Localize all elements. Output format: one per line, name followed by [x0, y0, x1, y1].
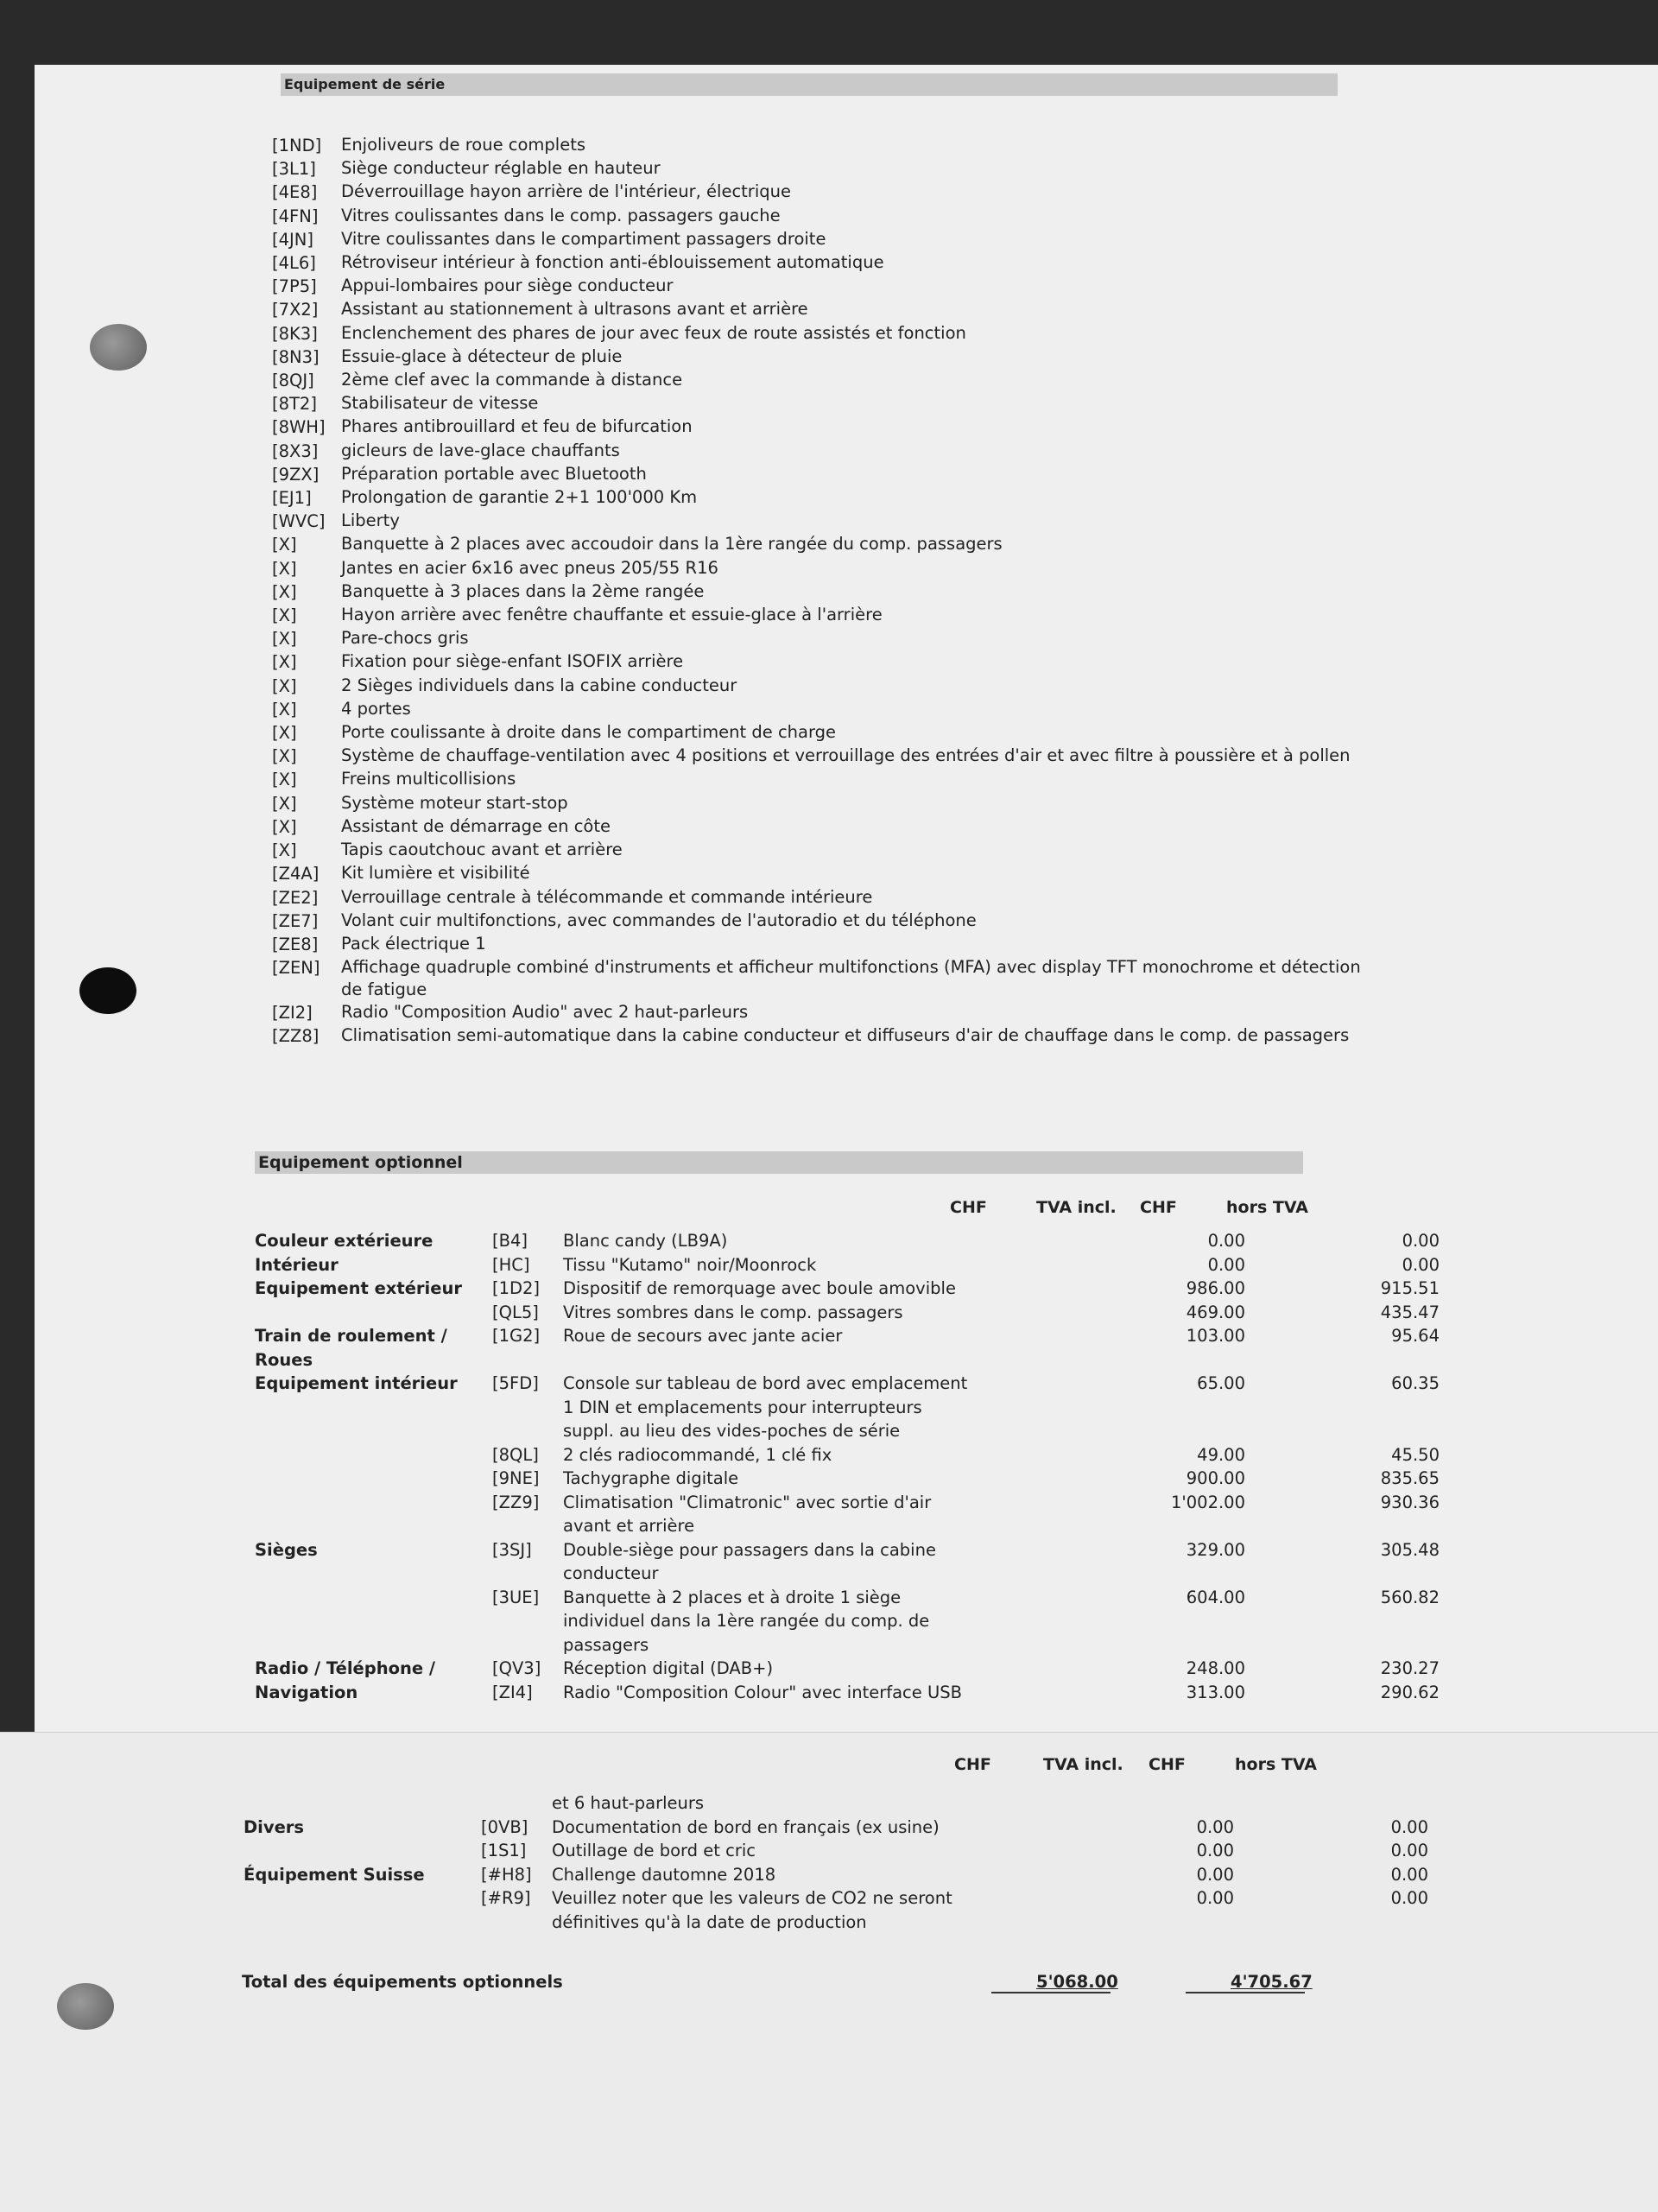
option-code: [X]: [272, 770, 297, 790]
option-description: Banquette à 2 places et à droite 1 siège individuel dans la 1ère rangée du comp. de passagers: [563, 1587, 930, 1655]
list-item: [272, 440, 1654, 463]
list-item: [272, 275, 1654, 298]
option-code: [9ZX]: [272, 464, 320, 485]
price-hors-tva: 290.62: [1380, 1682, 1440, 1702]
total-hors-tva: 4'705.67: [1231, 1972, 1313, 1992]
option-code: [8QJ]: [272, 371, 314, 391]
category-label: Equipement extérieur: [255, 1278, 462, 1298]
list-item: [272, 580, 1654, 604]
option-code: [481, 1791, 552, 1816]
option-code: [ZE8]: [272, 934, 319, 954]
option-code: [X]: [272, 840, 297, 861]
list-item: [272, 369, 1654, 392]
category-label: Équipement Suisse: [244, 1864, 425, 1885]
option-description: 4 portes: [341, 698, 411, 719]
category-label: Equipement intérieur: [255, 1373, 458, 1393]
list-item: [272, 768, 1654, 791]
option-description: Assistant au stationnement à ultrasons avant et arrière: [341, 299, 808, 320]
option-description: Assistant de démarrage en côte: [341, 815, 611, 836]
option-description: Blanc candy (LB9A): [563, 1231, 728, 1251]
option-description: Préparation portable avec Bluetooth: [341, 463, 647, 484]
price-tva-incl: 0.00: [1196, 1888, 1234, 1908]
option-code: [ZE2]: [272, 887, 319, 908]
option-code: [B4]: [492, 1231, 528, 1251]
table-row: [255, 1229, 1440, 1253]
price-tva-incl: 0.00: [1196, 1816, 1234, 1837]
list-item: [272, 745, 1654, 768]
category-label: Train de roulement / Roues: [255, 1326, 447, 1370]
option-description: Tachygraphe digitale: [563, 1468, 739, 1488]
option-code: [8X3]: [272, 440, 319, 461]
punch-hole: [79, 967, 136, 1014]
option-code: [QV3]: [492, 1658, 541, 1678]
standard-equipment-title: Equipement de série: [281, 73, 1338, 96]
option-code: [WVC]: [272, 511, 326, 532]
list-item: [272, 251, 1654, 275]
option-description: Climatisation semi-automatique dans la cabine conducteur et diffuseurs d'air de chauffage dans le comp. de passagers: [341, 1025, 1350, 1046]
option-description: Hayon arrière avec fenêtre chauffante et essuie-glace à l'arrière: [341, 605, 883, 625]
category-label: Couleur extérieure: [255, 1231, 433, 1251]
list-item: [272, 345, 1654, 369]
option-code: [8QL]: [492, 1444, 539, 1465]
price-tva-incl: 1'002.00: [1171, 1492, 1245, 1512]
price-tva-incl: 0.00: [1207, 1254, 1245, 1275]
price-hors-tva: 0.00: [1390, 1841, 1428, 1860]
list-item: [272, 157, 1654, 181]
list-item: [272, 415, 1654, 439]
option-description: Volant cuir multifonctions, avec commandes de l'autoradio et du téléphone: [341, 910, 977, 930]
category-label: [255, 1467, 492, 1491]
option-code: [X]: [272, 675, 297, 696]
table-row: [244, 1839, 1428, 1863]
category-label: Divers: [244, 1816, 305, 1837]
option-code: [EJ1]: [272, 488, 312, 509]
list-item: [272, 933, 1654, 956]
option-description: Jantes en acier 6x16 avec pneus 205/55 R16: [341, 557, 718, 578]
option-description: 2 clés radiocommandé, 1 clé fix: [563, 1444, 832, 1465]
option-code: [ZZ9]: [492, 1492, 540, 1512]
option-code: [ZEN]: [272, 958, 320, 979]
table-row: [255, 1491, 1440, 1538]
option-description: Challenge dautomne 2018: [552, 1864, 776, 1885]
option-code: [ZI4]: [492, 1682, 533, 1702]
list-item: [272, 392, 1654, 415]
option-code: [X]: [272, 793, 297, 814]
table-row: [255, 1657, 1440, 1681]
option-description: Porte coulissante à droite dans le compartiment de charge: [341, 722, 837, 743]
table-row: [255, 1324, 1440, 1372]
option-description: Banquette à 3 places dans la 2ème rangée: [341, 580, 705, 601]
table-row: [255, 1538, 1440, 1586]
option-description: Kit lumière et visibilité: [341, 863, 530, 884]
table-row: [255, 1253, 1440, 1277]
option-description: Système moteur start-stop: [341, 792, 568, 813]
option-code: [#R9]: [481, 1888, 531, 1908]
option-code: [8T2]: [272, 394, 317, 415]
option-code: [5FD]: [492, 1373, 539, 1393]
price-hors-tva: 0.00: [1390, 1864, 1428, 1885]
price-hors-tva: 930.36: [1380, 1492, 1440, 1512]
price-hors-tva: 60.35: [1391, 1373, 1440, 1393]
option-description: Vitres coulissantes dans le comp. passagers gauche: [341, 205, 781, 225]
price-tva-incl: 0.00: [1196, 1864, 1234, 1885]
category-label: Sièges: [255, 1539, 318, 1560]
option-description: Déverrouillage hayon arrière de l'intérieur, électrique: [341, 181, 791, 202]
document-page-1: [35, 65, 1658, 1732]
option-code: [X]: [272, 581, 297, 602]
header-tva-incl: TVA incl.: [1043, 1755, 1123, 1774]
option-description: Console sur tableau de bord avec emplacement 1 DIN et emplacements pour interrupteurs suppl. au lieu des vides-poches de série: [563, 1373, 968, 1441]
option-description: Outillage de bord et cric: [552, 1841, 756, 1860]
option-code: [4JN]: [272, 229, 313, 250]
option-description: Verrouillage centrale à télécommande et commande intérieure: [341, 886, 873, 907]
option-code: [X]: [272, 652, 297, 673]
list-item: [272, 298, 1654, 321]
option-description: Double-siège pour passagers dans la cabine conducteur: [563, 1539, 936, 1583]
list-item: [272, 181, 1654, 204]
option-code: [X]: [272, 816, 297, 837]
category-label: Radio / Téléphone /: [255, 1658, 436, 1678]
price-tva-incl: 248.00: [1186, 1658, 1245, 1678]
table-row: [244, 1886, 1428, 1934]
option-description: Vitre coulissantes dans le compartiment passagers droite: [341, 228, 826, 249]
price-hors-tva: 0.00: [1402, 1231, 1440, 1251]
price-tva-incl: 986.00: [1186, 1278, 1245, 1298]
option-code: [ZI2]: [272, 1003, 313, 1024]
price-tva-incl: 313.00: [1186, 1682, 1245, 1702]
list-item: [272, 1024, 1654, 1048]
punch-hole: [90, 324, 147, 371]
option-code: [3SJ]: [492, 1539, 532, 1560]
option-code: [X]: [272, 723, 297, 744]
price-hors-tva: 45.50: [1391, 1444, 1440, 1465]
optional-equipment-table-continued: [244, 1791, 1428, 1934]
list-item: [272, 886, 1654, 910]
option-code: [3UE]: [492, 1587, 540, 1607]
option-code: [#H8]: [481, 1864, 532, 1885]
option-description: Affichage quadruple combiné d'instruments et afficheur multifonctions (MFA) avec display TFT monochrome et détection de fatigue: [341, 957, 1361, 1000]
option-code: [X]: [272, 605, 297, 626]
category-label: [255, 1301, 492, 1325]
option-description: Documentation de bord en français (ex usine): [552, 1816, 940, 1837]
option-code: [7X2]: [272, 300, 319, 320]
option-code: [0VB]: [481, 1816, 528, 1837]
price-tva-incl: 329.00: [1186, 1539, 1245, 1560]
option-description: et 6 haut-parleurs: [552, 1793, 705, 1813]
price-tva-incl: 0.00: [1196, 1841, 1234, 1860]
price-hors-tva: [1234, 1791, 1428, 1816]
standard-equipment-list: [272, 134, 1654, 1049]
list-item: [272, 839, 1654, 862]
option-code: [8WH]: [272, 417, 326, 438]
table-row: [255, 1467, 1440, 1491]
category-label: [244, 1886, 481, 1934]
header-chf-hors: CHF: [1140, 1198, 1177, 1217]
option-code: [7P5]: [272, 276, 317, 297]
list-item: [272, 604, 1654, 627]
option-code: [X]: [272, 746, 297, 767]
option-code: [X]: [272, 558, 297, 579]
option-code: [QL5]: [492, 1302, 539, 1322]
total-underline: [1186, 1992, 1305, 1993]
price-tva-incl: 900.00: [1186, 1468, 1245, 1488]
option-code: [8N3]: [272, 346, 320, 367]
option-description: Siège conducteur réglable en hauteur: [341, 158, 661, 179]
list-item: [272, 721, 1654, 745]
option-description: 2 Sièges individuels dans la cabine conducteur: [341, 675, 737, 695]
price-hors-tva: 95.64: [1391, 1326, 1440, 1346]
option-description: Fixation pour siège-enfant ISOFIX arrière: [341, 651, 684, 672]
option-description: Pare-chocs gris: [341, 628, 469, 649]
option-code: [1S1]: [481, 1841, 527, 1860]
option-description: Banquette à 2 places avec accoudoir dans la 1ère rangée du comp. passagers: [341, 534, 1003, 555]
option-description: Réception digital (DAB+): [563, 1658, 774, 1678]
list-item: [272, 228, 1654, 251]
list-item: [272, 322, 1654, 345]
option-code: [HC]: [492, 1254, 530, 1275]
table-row: [255, 1372, 1440, 1443]
option-description: Liberty: [341, 510, 400, 531]
list-item: [272, 510, 1654, 533]
optional-equipment-title: Equipement optionnel: [255, 1151, 1303, 1174]
option-description: Climatisation "Climatronic" avec sortie d'air avant et arrière: [563, 1492, 932, 1536]
header-hors-tva: hors TVA: [1226, 1198, 1308, 1217]
price-hors-tva: 0.00: [1402, 1254, 1440, 1275]
category-label: [255, 1491, 492, 1538]
price-tva-incl: 604.00: [1186, 1587, 1245, 1607]
table-row: [255, 1443, 1440, 1467]
option-code: [4FN]: [272, 206, 319, 226]
option-code: [4L6]: [272, 253, 316, 274]
total-label: Total des équipements optionnels: [242, 1972, 563, 1992]
category-label: [244, 1839, 481, 1863]
option-description: Radio "Composition Audio" avec 2 haut-parleurs: [341, 1002, 749, 1023]
option-description: Roue de secours avec jante acier: [563, 1326, 843, 1346]
price-tva-incl: 469.00: [1186, 1302, 1245, 1322]
list-item: [272, 1001, 1654, 1024]
category-label: [255, 1586, 492, 1657]
punch-hole: [57, 1983, 114, 2030]
option-description: Freins multicollisions: [341, 769, 516, 789]
price-tva-incl: 49.00: [1197, 1444, 1245, 1465]
option-description: Appui-lombaires pour siège conducteur: [341, 276, 674, 296]
total-tva-incl: 5'068.00: [1036, 1972, 1118, 1992]
price-tva-incl: 0.00: [1207, 1231, 1245, 1251]
option-code: [4E8]: [272, 182, 318, 203]
list-item: [272, 792, 1654, 815]
category-label: Intérieur: [255, 1254, 339, 1275]
option-description: Système de chauffage-ventilation avec 4 positions et verrouillage des entrées d'air et avec filtre à poussière et à pollen: [341, 745, 1351, 766]
table-row: [255, 1277, 1440, 1301]
option-description: Vitres sombres dans le comp. passagers: [563, 1302, 903, 1322]
header-chf-hors: CHF: [1149, 1755, 1186, 1774]
list-item: [272, 650, 1654, 674]
price-hors-tva: 915.51: [1380, 1278, 1440, 1298]
list-item: [272, 698, 1654, 721]
option-description: Tissu "Kutamo" noir/Moonrock: [563, 1254, 817, 1275]
optional-equipment-table: [255, 1229, 1440, 1704]
option-code: [ZE7]: [272, 910, 319, 931]
category-label: [255, 1443, 492, 1467]
list-item: [272, 910, 1654, 933]
document-page-2: [0, 1732, 1658, 2212]
option-description: Radio "Composition Colour" avec interface USB: [563, 1682, 962, 1702]
option-code: [3L1]: [272, 159, 316, 180]
table-row: [255, 1586, 1440, 1657]
list-item: [272, 627, 1654, 650]
price-hors-tva: 305.48: [1380, 1539, 1440, 1560]
list-item: [272, 134, 1654, 157]
total-underline: [991, 1992, 1111, 1993]
table-row: [244, 1863, 1428, 1887]
price-hors-tva: 0.00: [1390, 1888, 1428, 1908]
option-description: Phares antibrouillard et feu de bifurcation: [341, 416, 693, 437]
option-code: [X]: [272, 629, 297, 650]
option-description: Enclenchement des phares de jour avec feux de route assistés et fonction: [341, 322, 966, 343]
option-description: Veuillez noter que les valeurs de CO2 ne seront définitives qu'à la date de production: [552, 1888, 952, 1932]
table-row: [255, 1681, 1440, 1705]
list-item: [272, 956, 1654, 1001]
list-item: [272, 463, 1654, 486]
list-item: [272, 862, 1654, 885]
option-description: 2ème clef avec la commande à distance: [341, 370, 683, 390]
price-hors-tva: 0.00: [1390, 1816, 1428, 1837]
option-description: Essuie-glace à détecteur de pluie: [341, 345, 623, 366]
table-row: [244, 1791, 1428, 1816]
option-description: gicleurs de lave-glace chauffants: [341, 440, 620, 460]
price-tva-incl: 103.00: [1186, 1326, 1245, 1346]
price-hors-tva: 560.82: [1380, 1587, 1440, 1607]
list-item: [272, 815, 1654, 839]
option-description: Prolongation de garantie 2+1 100'000 Km: [341, 487, 698, 508]
option-description: Rétroviseur intérieur à fonction anti-éblouissement automatique: [341, 252, 884, 273]
option-description: Pack électrique 1: [341, 933, 486, 954]
table-row: [255, 1301, 1440, 1325]
list-item: [272, 486, 1654, 510]
header-chf-incl: CHF: [950, 1198, 987, 1217]
option-code: [8K3]: [272, 323, 318, 344]
category-label: Navigation: [255, 1682, 358, 1702]
option-description: Enjoliveurs de roue complets: [341, 135, 586, 155]
table-row: [244, 1816, 1428, 1840]
list-item: [272, 557, 1654, 580]
option-code: [9NE]: [492, 1468, 540, 1488]
option-code: [Z4A]: [272, 864, 320, 884]
list-item: [272, 533, 1654, 556]
price-tva-incl: [958, 1791, 1234, 1816]
header-hors-tva: hors TVA: [1235, 1755, 1317, 1774]
option-description: Tapis caoutchouc avant et arrière: [341, 840, 623, 860]
option-code: [ZZ8]: [272, 1026, 320, 1047]
option-description: Stabilisateur de vitesse: [341, 393, 539, 414]
list-item: [272, 205, 1654, 228]
option-code: [1G2]: [492, 1326, 541, 1346]
option-code: [1D2]: [492, 1278, 541, 1298]
category-label: [244, 1791, 481, 1816]
option-code: [1ND]: [272, 136, 322, 155]
list-item: [272, 675, 1654, 698]
header-tva-incl: TVA incl.: [1036, 1198, 1117, 1217]
header-chf-incl: CHF: [954, 1755, 991, 1774]
price-tva-incl: 65.00: [1197, 1373, 1245, 1393]
option-description: Dispositif de remorquage avec boule amovible: [563, 1278, 956, 1298]
option-code: [X]: [272, 535, 297, 555]
price-hors-tva: 435.47: [1380, 1302, 1440, 1322]
price-hors-tva: 230.27: [1380, 1658, 1440, 1678]
option-code: [X]: [272, 699, 297, 719]
price-hors-tva: 835.65: [1380, 1468, 1440, 1488]
